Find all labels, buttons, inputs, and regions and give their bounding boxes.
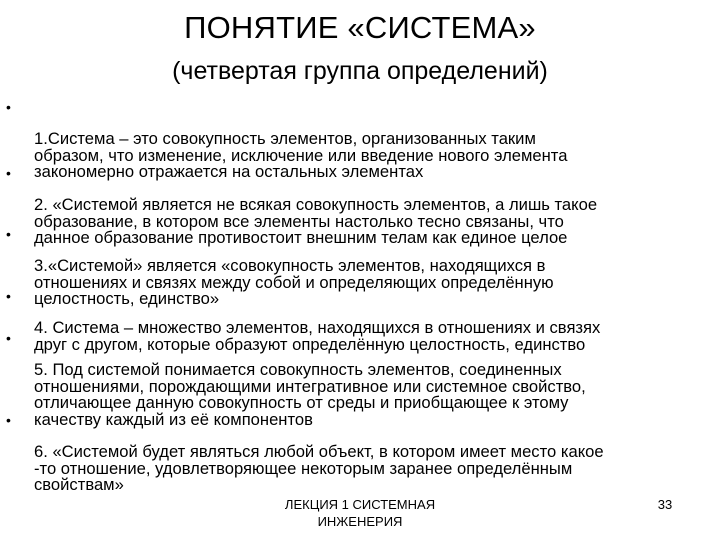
definition-item-2 [0, 164, 720, 248]
page-number: 33 [657, 497, 673, 512]
definition-item-5 [0, 329, 720, 429]
footer-lecture-label: ЛЕКЦИЯ 1 СИСТЕМНАЯ ИНЖЕНЕРИЯ [284, 497, 436, 529]
bullet-icon: • [6, 226, 11, 242]
definition-item-1 [0, 98, 720, 182]
definition-text: 3.«Системой» является «совокупность элементов, находящихся в отношениях и связях между собой и определяющих определённую целостность, единство» [34, 256, 554, 309]
definition-text: 4. Система – множество элементов, находящихся в отношениях и связях друг с другом, которые образуют определённую целостность, единство [34, 318, 601, 354]
definition-text: 6. «Системой будет являться любой объект, в котором имеет место какое -то отношение, удовлетворяющее некоторым заранее определённым свойствам» [34, 442, 604, 495]
bullet-icon: • [6, 288, 11, 304]
definition-text: 2. «Системой является не всякая совокупность элементов, а лишь такое образование, в котором все элементы настолько тесно связаны, что данное образование противостоит внешним телам как единое целое [34, 195, 598, 248]
bullet-icon: • [6, 165, 11, 181]
definition-text: 5. Под системой понимается совокупность элементов, соединенных отношениями, порождающими интегративное или системное свойство, отличающее данную совокупность от среды и приобщающее к этому качеству каждый из её компонентов [34, 360, 586, 429]
bullet-icon: • [6, 99, 11, 115]
slide-subtitle: (четвертая группа определений) [172, 57, 548, 85]
definition-text: 1.Система – это совокупность элементов, организованных таким образом, что изменение, исключение или введение нового элемента закономерно отражается на остальных элементах [34, 129, 568, 182]
bullet-icon: • [6, 412, 11, 428]
bullet-icon: • [6, 330, 11, 346]
definitions-list [0, 98, 720, 495]
definition-item-4 [0, 287, 720, 354]
definition-item-3 [0, 225, 720, 309]
slide-title: ПОНЯТИЕ «СИСТЕМА» [184, 10, 536, 45]
definition-item-6 [0, 411, 720, 495]
